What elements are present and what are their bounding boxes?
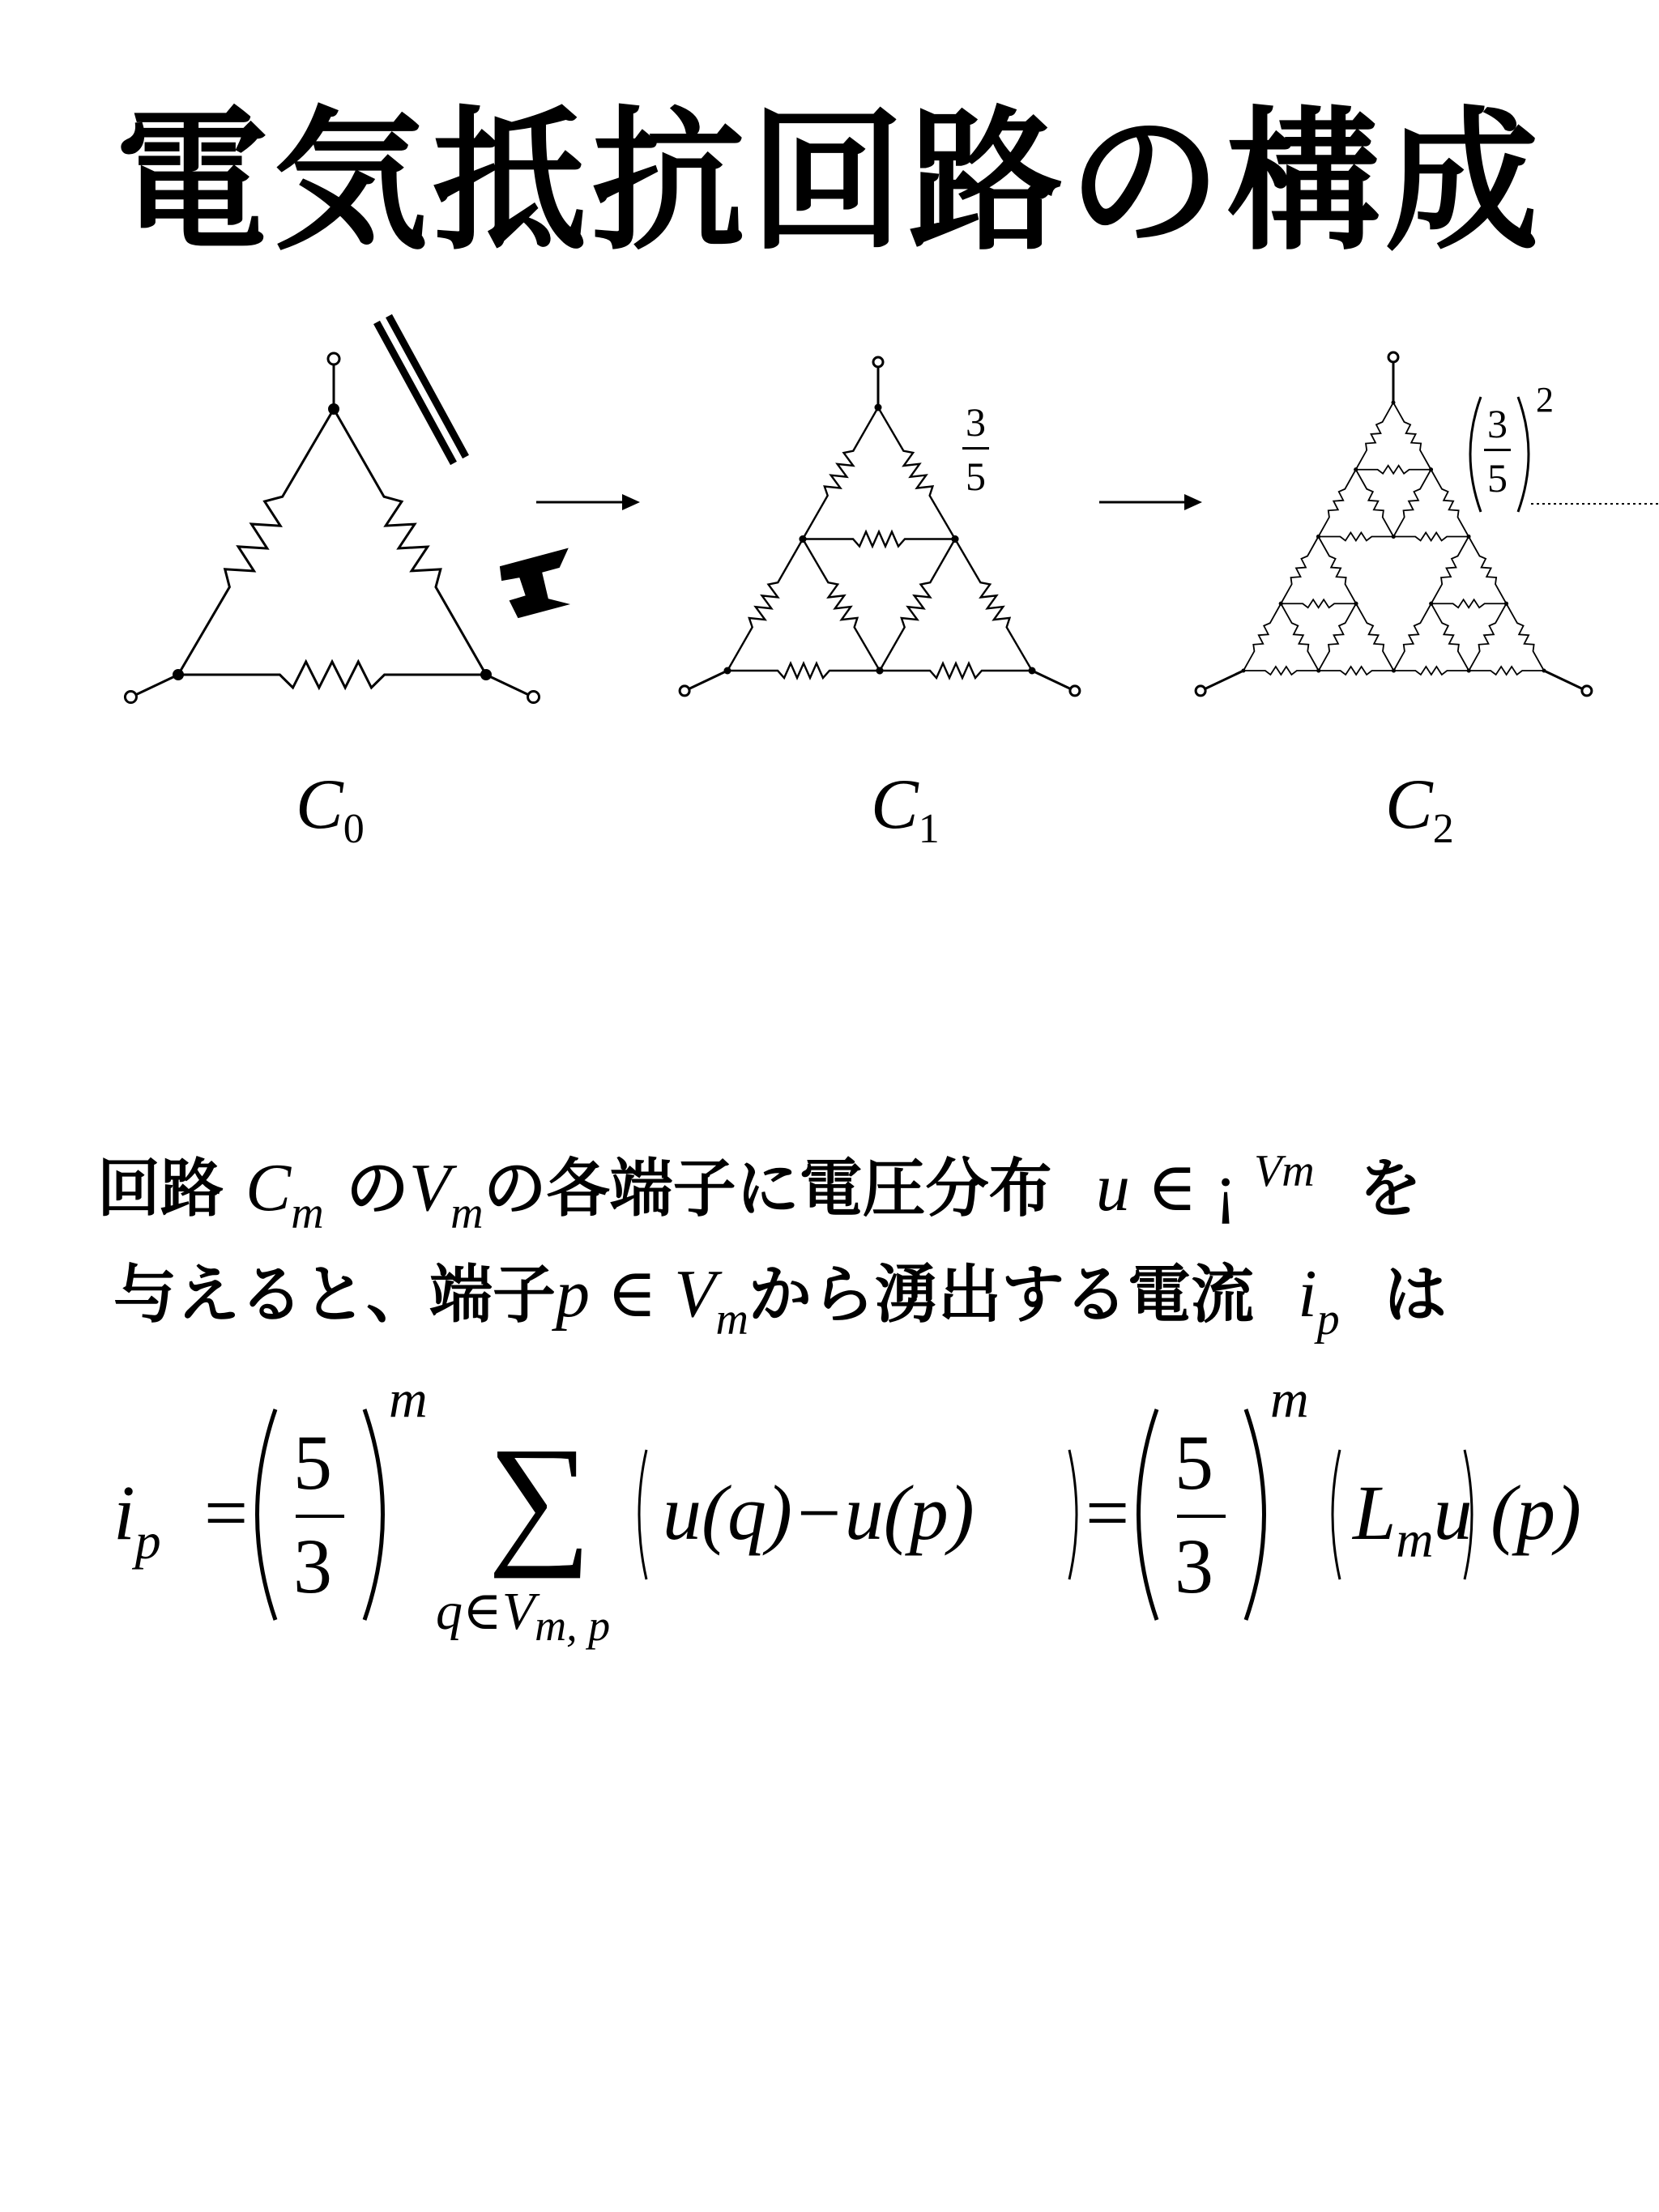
terminal: [125, 692, 136, 703]
text-terminal-voltage: の各端子に電圧分布: [483, 1153, 1052, 1225]
resistor: [880, 663, 1032, 678]
resistor: [1319, 603, 1356, 671]
ratio-c2: [1484, 401, 1511, 501]
math-m2: m: [450, 1188, 484, 1238]
laplacian-sub: m: [1396, 1511, 1434, 1568]
formula: [113, 1370, 1581, 1652]
text-no-1: の: [345, 1153, 409, 1225]
label-c2-index: 2: [1432, 806, 1454, 852]
circuit-c0: [125, 353, 539, 703]
resistor: [1393, 403, 1431, 470]
terminal: [1582, 686, 1592, 696]
math-cm: [245, 1150, 324, 1238]
ratio-c1-num: 3: [962, 402, 989, 450]
text-wa: は: [1383, 1259, 1447, 1332]
label-c0: [296, 765, 365, 852]
math-elem-2: ∈: [607, 1256, 658, 1332]
resistor: [1356, 603, 1394, 671]
math-vm: [408, 1150, 484, 1238]
label-c1-name: C: [871, 765, 919, 844]
arrow-1: [536, 494, 640, 510]
frac2-num: 5: [1175, 1419, 1213, 1506]
frac2-den: 3: [1175, 1523, 1213, 1609]
node-dot: [1467, 669, 1471, 673]
node-dot: [1504, 602, 1508, 606]
ornament-mark: [377, 316, 567, 617]
node-dot: [952, 535, 959, 543]
terminal: [873, 357, 883, 367]
label-c2-name: C: [1385, 765, 1433, 844]
laplacian-l: L: [1353, 1469, 1397, 1556]
ratio-c2-den: 5: [1487, 455, 1508, 501]
resistor: [1356, 403, 1393, 470]
resistor: [803, 532, 955, 547]
resistor: [1319, 533, 1394, 541]
math-p: p: [556, 1256, 591, 1332]
math-v: V: [408, 1150, 451, 1225]
laplacian: [1353, 1468, 1473, 1570]
pow2: m: [1270, 1370, 1309, 1429]
laplacian-arg: (p): [1491, 1469, 1581, 1556]
resistor: [1431, 470, 1469, 537]
math-reals: ¡: [1214, 1150, 1238, 1225]
resistor: [955, 539, 1032, 671]
circuit-diagram: [0, 0, 1659, 891]
resistor: [1281, 599, 1356, 607]
page-title: 電気抵抗回路の構成: [114, 92, 1544, 271]
node-dot: [1354, 467, 1358, 471]
resistor: [880, 539, 955, 671]
sigma: ∑: [488, 1417, 592, 1579]
resistor: [1469, 667, 1544, 675]
text-current: から湧出する電流: [748, 1259, 1254, 1332]
resistor: [1319, 470, 1356, 537]
resistor: [1469, 537, 1507, 604]
resistor: [803, 539, 880, 671]
resistor: [1243, 603, 1281, 671]
text-wo: を: [1358, 1153, 1422, 1225]
math-v-2: V: [674, 1256, 716, 1332]
node-dot: [1316, 669, 1320, 673]
terminal-wire: [689, 671, 728, 689]
resistor: [1281, 603, 1319, 671]
terminal: [1196, 686, 1205, 696]
node-dot: [1316, 535, 1320, 539]
formula-lhs: [113, 1468, 161, 1571]
resistor: [727, 663, 880, 678]
frac1-num: 5: [293, 1419, 332, 1506]
label-c1: [871, 765, 940, 852]
sum-index: [436, 1579, 610, 1651]
resistor: [1319, 667, 1394, 675]
label-c1-index: 1: [918, 806, 940, 852]
resistor: [178, 662, 486, 688]
resistor: [1431, 603, 1469, 671]
math-c: C: [245, 1150, 292, 1225]
node-dot: [1354, 602, 1358, 606]
label-c0-index: 0: [343, 806, 365, 852]
formula-eq-2: =: [1085, 1469, 1130, 1556]
node-dot: [1279, 602, 1283, 606]
terminal: [680, 686, 689, 696]
circuit-c2: [1196, 352, 1592, 696]
resistor: [1281, 537, 1318, 604]
resistor: [1356, 470, 1394, 537]
terminal: [1070, 686, 1080, 696]
math-ip: [1298, 1256, 1340, 1345]
math-u-elem: [1095, 1146, 1315, 1225]
math-u: u: [1095, 1150, 1130, 1225]
text-given: 与えると、端子: [113, 1259, 557, 1332]
arrow-2: [1099, 494, 1202, 510]
sum-body: u(q)−u(p): [663, 1469, 975, 1556]
sum-index-text: q∈V: [436, 1582, 535, 1641]
resistor: [1319, 537, 1357, 604]
formula-eq-1: =: [204, 1469, 249, 1556]
resistor: [1393, 533, 1469, 541]
terminal: [328, 353, 339, 364]
math-p-elem: [556, 1256, 748, 1345]
node-dot: [800, 535, 807, 543]
resistor: [178, 409, 334, 675]
terminal-wire: [1544, 671, 1583, 689]
resistor: [727, 539, 803, 671]
ratio-c1: [962, 399, 989, 499]
frac1-den: 3: [293, 1523, 332, 1609]
laplacian-u: u: [1433, 1469, 1473, 1556]
resistor: [1469, 603, 1506, 671]
terminal-wire: [136, 675, 178, 695]
terminal: [528, 692, 539, 703]
node-dot: [1429, 467, 1433, 471]
resistor: [1243, 667, 1319, 675]
resistor: [1356, 466, 1431, 474]
pow1: m: [389, 1370, 428, 1429]
resistor: [1394, 603, 1431, 671]
math-p-sub: p: [1316, 1294, 1340, 1345]
resistor: [1393, 470, 1431, 537]
resistor: [878, 407, 955, 539]
ratio-c2-power: [1536, 382, 1554, 418]
formula-i: i: [113, 1469, 135, 1556]
description-line-1: [97, 1146, 1572, 1238]
resistor: [1431, 599, 1507, 607]
label-c0-name: C: [296, 765, 343, 844]
node-dot: [1467, 535, 1471, 539]
circuit-c1: [680, 357, 1080, 696]
ratio-c1-den: 5: [966, 454, 986, 499]
math-vm-sup: Vm: [1254, 1146, 1315, 1196]
resistor: [1394, 667, 1469, 675]
ratio-power: 2: [1536, 380, 1554, 420]
node-dot: [1392, 669, 1396, 673]
resistor: [1431, 537, 1469, 604]
resistor: [1507, 603, 1545, 671]
label-c2: [1385, 765, 1454, 852]
node-dot: [876, 667, 884, 675]
description-line-2: [113, 1256, 1588, 1345]
node-dot: [1429, 602, 1433, 606]
terminal: [1388, 352, 1398, 362]
formula-i-sub: p: [134, 1512, 161, 1570]
terminal-wire: [1205, 671, 1244, 689]
ratio-c2-num: 3: [1484, 403, 1511, 451]
resistor: [803, 407, 878, 539]
math-m-3: m: [715, 1294, 748, 1345]
math-i: i: [1298, 1256, 1317, 1332]
node-dot: [1392, 535, 1396, 539]
terminal-wire: [1032, 671, 1071, 689]
math-m: m: [291, 1188, 324, 1238]
math-elem: ∈: [1146, 1150, 1198, 1225]
terminal-wire: [486, 675, 528, 695]
sum-index-sub: m, p: [535, 1601, 611, 1650]
text-circuit: 回路: [97, 1153, 224, 1225]
